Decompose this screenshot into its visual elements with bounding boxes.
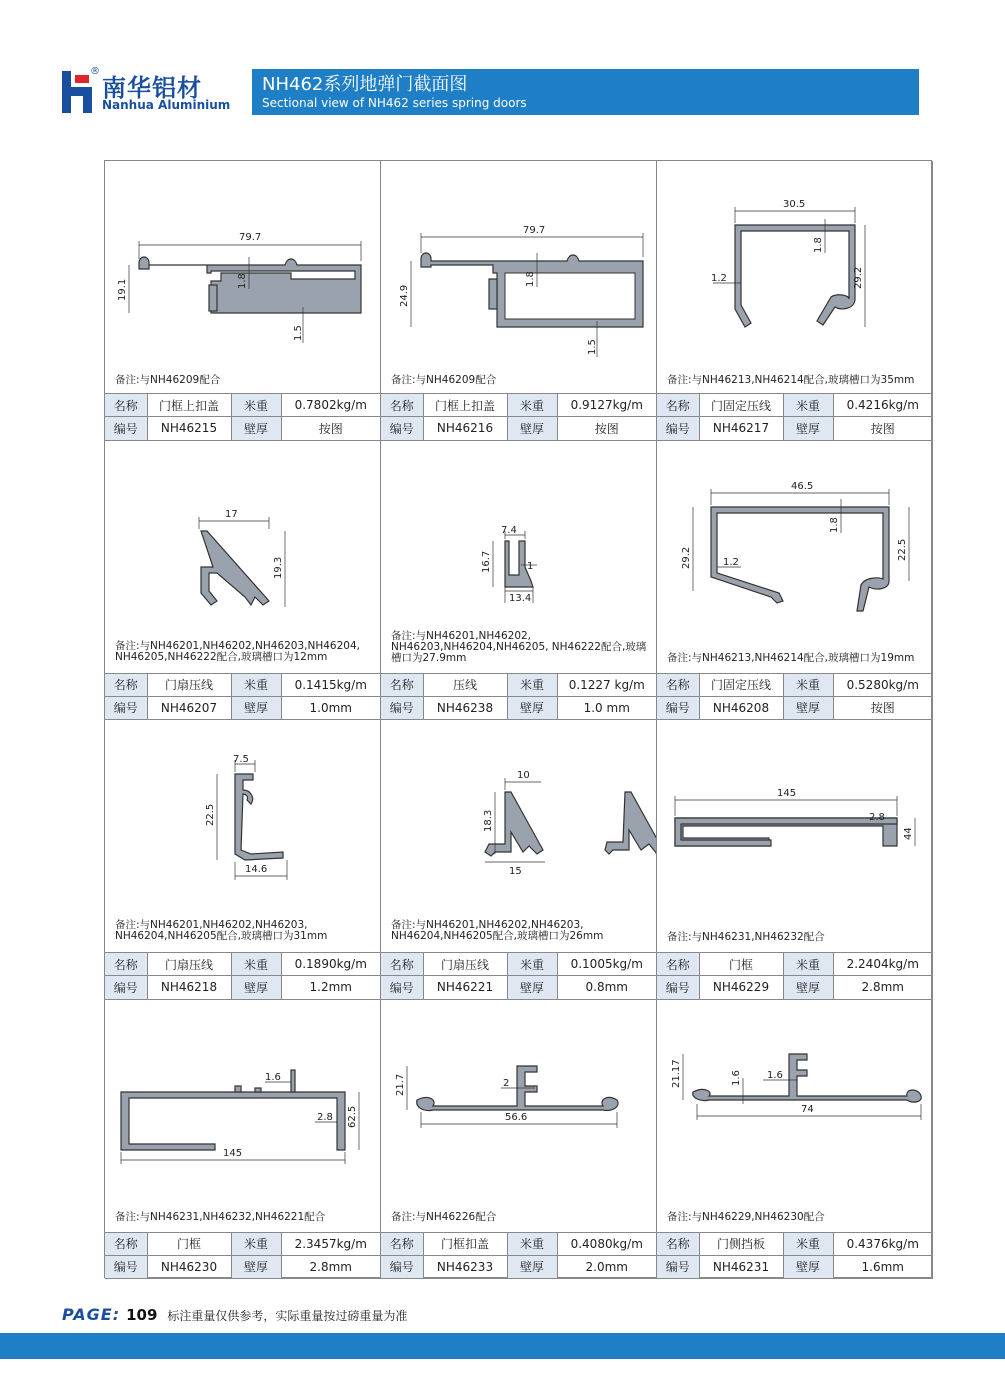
profile-name: 门侧挡板 [699, 1232, 783, 1255]
profile-thickness: 0.8mm [557, 976, 656, 999]
code-label: 编号 [381, 696, 423, 719]
code-label: 编号 [657, 1255, 699, 1278]
profile-cell [381, 720, 657, 1000]
profile-name: 门框上扣盖 [423, 394, 507, 417]
profile-thickness: 按图 [557, 417, 656, 440]
profile-thickness: 2.0mm [557, 1255, 656, 1278]
profile-section-nh46231 [657, 1000, 932, 1232]
dimension-label: 21.7 [395, 1073, 406, 1096]
dimension-label: 1.2 [711, 273, 727, 284]
dimension-label: 2.8 [317, 1111, 333, 1123]
thickness-label: 壁厚 [783, 976, 833, 999]
profile-cell [105, 720, 381, 1000]
dimension-label: 18.3 [483, 809, 494, 832]
profile-note: 备注:与NH46231,NH46232,NH46221配合 [115, 1210, 326, 1223]
weight-label: 米重 [783, 1232, 833, 1255]
spec-table [657, 952, 932, 999]
thickness-label: 壁厚 [507, 417, 557, 440]
dimension-label: 1.5 [293, 325, 304, 341]
dimension-label: 19.1 [117, 278, 128, 301]
dimension-label: 1 [527, 560, 534, 572]
page-subtitle: Sectional view of NH462 series spring doors [262, 96, 527, 110]
weight-label: 米重 [231, 673, 281, 696]
weight-label: 米重 [231, 1232, 281, 1255]
profile-weight: 0.4376kg/m [833, 1232, 932, 1255]
profile-name: 门框上扣盖 [147, 394, 231, 417]
page-number: 109 [126, 1306, 158, 1324]
dimension-label: 1.6 [767, 1069, 783, 1081]
code-label: 编号 [105, 417, 147, 440]
dimension-label: 1.5 [587, 339, 598, 355]
thickness-label: 壁厚 [231, 1255, 281, 1278]
profile-weight: 0.1415kg/m [281, 673, 380, 696]
profile-drawing [381, 720, 656, 952]
weight-label: 米重 [783, 394, 833, 417]
profile-thickness: 2.8mm [833, 976, 932, 999]
name-label: 名称 [381, 394, 423, 417]
weight-label: 米重 [231, 953, 281, 976]
name-label: 名称 [657, 1232, 699, 1255]
profile-cell [105, 441, 381, 721]
profile-drawing [381, 161, 656, 393]
profile-weight: 0.4080kg/m [557, 1232, 656, 1255]
profile-drawing [381, 1000, 656, 1232]
dimension-label: 30.5 [783, 199, 806, 210]
name-label: 名称 [381, 953, 423, 976]
profile-weight: 0.1227 kg/m [557, 673, 656, 696]
code-label: 编号 [381, 1255, 423, 1278]
spec-table [381, 1232, 656, 1279]
dimension-label: 1.6 [265, 1071, 281, 1083]
spec-table [381, 952, 656, 999]
dimension-label: 1.6 [731, 1069, 742, 1086]
profile-code: NH46230 [147, 1255, 231, 1278]
thickness-label: 壁厚 [231, 976, 281, 999]
brand-name-cn: 南华铝材 [102, 74, 202, 102]
footer-note: 标注重量仅供参考，实际重量按过磅重量为准 [167, 1309, 408, 1323]
profile-section-nh46233 [381, 1000, 656, 1232]
profile-weight: 0.9127kg/m [557, 394, 656, 417]
spec-table [657, 673, 932, 720]
dimension-label: 7.5 [233, 754, 249, 765]
profile-cell [657, 720, 933, 1000]
spec-table [105, 1232, 380, 1279]
profile-grid [104, 160, 932, 1278]
profile-code: NH46229 [699, 976, 783, 999]
thickness-label: 壁厚 [231, 696, 281, 719]
profile-name: 门扇压线 [147, 953, 231, 976]
dimension-label: 1.8 [829, 516, 840, 533]
code-label: 编号 [105, 976, 147, 999]
spec-table [105, 952, 380, 999]
dimension-label: 17 [225, 508, 238, 520]
profile-name: 门框 [699, 953, 783, 976]
page-title-bar [252, 69, 919, 115]
profile-name: 门框 [147, 1232, 231, 1255]
dimension-label: 22.5 [897, 538, 908, 561]
spec-table [381, 673, 656, 720]
profile-note: 备注:与NH46213,NH46214配合,玻璃槽口为35mm [667, 374, 915, 386]
dimension-label: 74 [801, 1103, 814, 1115]
name-label: 名称 [657, 394, 699, 417]
profile-cell [657, 161, 933, 441]
profile-weight: 0.4216kg/m [833, 394, 932, 417]
profile-drawing [105, 161, 380, 393]
profile-section-nh46230 [105, 1000, 380, 1232]
profile-note: 备注:与NH46201,NH46202,NH46203, NH46204,NH46205配合,玻璃槽口为26mm [391, 919, 604, 942]
thickness-label: 壁厚 [507, 1255, 557, 1278]
profile-section-nh46216 [381, 161, 656, 393]
name-label: 名称 [105, 1232, 147, 1255]
profile-weight: 2.3457kg/m [281, 1232, 380, 1255]
profile-cell [657, 441, 933, 721]
profile-note: 备注:与NH46229,NH46230配合 [667, 1210, 825, 1223]
thickness-label: 壁厚 [231, 417, 281, 440]
dimension-label: 14.6 [245, 864, 268, 875]
profile-code: NH46215 [147, 417, 231, 440]
profile-cell [105, 1000, 381, 1280]
profile-note: 备注:与NH46201,NH46202,NH46203, NH46204,NH46205配合,玻璃槽口为31mm [115, 919, 328, 942]
profile-note: 备注:与NH46201,NH46202,NH46203,NH46204, NH46205,NH46222配合,玻璃槽口为12mm [115, 639, 360, 663]
dimension-label: 2 [503, 1077, 510, 1089]
profile-cell [657, 1000, 933, 1280]
weight-label: 米重 [507, 394, 557, 417]
profile-cell [381, 161, 657, 441]
profile-thickness: 1.2mm [281, 976, 380, 999]
dimension-label: 21.17 [671, 1058, 682, 1088]
name-label: 名称 [105, 673, 147, 696]
code-label: 编号 [381, 976, 423, 999]
profile-name: 门框扣盖 [423, 1232, 507, 1255]
profile-code: NH46217 [699, 417, 783, 440]
profile-thickness: 1.0 mm [557, 696, 656, 719]
profile-section-nh46229 [657, 720, 932, 952]
profile-section-nh46221 [381, 720, 656, 952]
profile-drawing [105, 1000, 380, 1232]
profile-note: 备注:与NH46209配合 [115, 374, 221, 386]
brand-name-en: Nanhua Aluminium [102, 98, 231, 112]
profile-name: 压线 [423, 673, 507, 696]
thickness-label: 壁厚 [783, 696, 833, 719]
dimension-label: 22.5 [205, 803, 216, 826]
nanhua-logo-icon [62, 71, 98, 113]
profile-code: NH46231 [699, 1255, 783, 1278]
dimension-label: 79.7 [523, 225, 546, 236]
profile-note: 备注:与NH46209配合 [391, 374, 497, 386]
name-label: 名称 [657, 953, 699, 976]
profile-code: NH46216 [423, 417, 507, 440]
profile-code: NH46207 [147, 696, 231, 719]
profile-weight: 0.1005kg/m [557, 953, 656, 976]
profile-drawing [657, 161, 932, 393]
name-label: 名称 [105, 394, 147, 417]
weight-label: 米重 [783, 673, 833, 696]
profile-note: 备注:与NH46201,NH46202, NH46203,NH46204,NH46205, NH46222配合,玻璃槽口为27.9mm [391, 629, 647, 664]
profile-thickness: 1.6mm [833, 1255, 932, 1278]
spec-table [657, 393, 932, 440]
profile-name: 门固定压线 [699, 394, 783, 417]
profile-note: 备注:与NH46213,NH46214配合,玻璃槽口为19mm [667, 651, 915, 664]
dimension-label: 1.8 [237, 273, 248, 289]
code-label: 编号 [105, 1255, 147, 1278]
profile-name: 门固定压线 [699, 673, 783, 696]
weight-label: 米重 [783, 953, 833, 976]
profile-name: 门扇压线 [423, 953, 507, 976]
thickness-label: 壁厚 [507, 696, 557, 719]
profile-thickness: 按图 [833, 696, 932, 719]
dimension-label: 24.9 [399, 284, 410, 307]
dimension-label: 2.8 [869, 812, 885, 823]
page-footer [62, 1305, 407, 1325]
dimension-label: 19.3 [273, 556, 284, 579]
profile-section-nh46217 [657, 161, 932, 393]
profile-weight: 2.2404kg/m [833, 953, 932, 976]
name-label: 名称 [381, 673, 423, 696]
spec-table [657, 1232, 932, 1279]
name-label: 名称 [657, 673, 699, 696]
profile-code: NH46208 [699, 696, 783, 719]
dimension-label: 7.4 [501, 524, 517, 536]
dimension-label: 10 [517, 770, 530, 781]
profile-cell [105, 161, 381, 441]
code-label: 编号 [381, 417, 423, 440]
page-title: NH462系列地弹门截面图 [262, 74, 468, 95]
dimension-label: 145 [223, 1147, 243, 1159]
dimension-label: 1.2 [723, 556, 739, 568]
name-label: 名称 [381, 1232, 423, 1255]
registered-mark: ® [90, 66, 100, 77]
thickness-label: 壁厚 [507, 976, 557, 999]
name-label: 名称 [105, 953, 147, 976]
dimension-label: 16.7 [481, 550, 492, 573]
profile-code: NH46218 [147, 976, 231, 999]
profile-drawing [105, 720, 380, 952]
profile-note: 备注:与NH46226配合 [391, 1210, 497, 1223]
dimension-label: 145 [777, 788, 797, 799]
code-label: 编号 [105, 696, 147, 719]
profile-weight: 0.7802kg/m [281, 394, 380, 417]
profile-note: 备注:与NH46231,NH46232配合 [667, 931, 825, 943]
dimension-label: 79.7 [239, 232, 262, 243]
page-word: PAGE: [62, 1305, 121, 1324]
dimension-label: 44 [903, 827, 914, 840]
profile-drawing [657, 441, 932, 673]
spec-table [381, 393, 656, 440]
footer-bar [0, 1333, 1005, 1359]
profile-thickness: 按图 [833, 417, 932, 440]
profile-code: NH46233 [423, 1255, 507, 1278]
weight-label: 米重 [507, 953, 557, 976]
weight-label: 米重 [507, 1232, 557, 1255]
profile-drawing [105, 441, 380, 673]
profile-cell [381, 441, 657, 721]
dimension-label: 46.5 [791, 480, 814, 492]
spec-table [105, 673, 380, 720]
profile-code: NH46221 [423, 976, 507, 999]
profile-cell [381, 1000, 657, 1280]
dimension-label: 1.8 [813, 237, 824, 253]
profile-code: NH46238 [423, 696, 507, 719]
code-label: 编号 [657, 976, 699, 999]
dimension-label: 13.4 [509, 592, 532, 604]
dimension-label: 62.5 [347, 1105, 358, 1128]
dimension-label: 29.2 [853, 266, 864, 289]
code-label: 编号 [657, 417, 699, 440]
profile-drawing [657, 720, 932, 952]
weight-label: 米重 [507, 673, 557, 696]
dimension-label: 15 [509, 866, 522, 877]
profile-drawing [657, 1000, 932, 1232]
profile-thickness: 按图 [281, 417, 380, 440]
dimension-label: 56.6 [505, 1111, 528, 1123]
dimension-label: 29.2 [681, 546, 692, 569]
profile-thickness: 2.8mm [281, 1255, 380, 1278]
thickness-label: 壁厚 [783, 1255, 833, 1278]
profile-section-nh46215 [105, 161, 380, 393]
profile-thickness: 1.0mm [281, 696, 380, 719]
profile-section-nh46218 [105, 720, 380, 952]
code-label: 编号 [657, 696, 699, 719]
profile-weight: 0.5280kg/m [833, 673, 932, 696]
profile-section-nh46208 [657, 441, 932, 673]
profile-section-nh46207 [105, 441, 380, 673]
thickness-label: 壁厚 [783, 417, 833, 440]
brand-logo [62, 68, 237, 118]
profile-name: 门扇压线 [147, 673, 231, 696]
weight-label: 米重 [231, 394, 281, 417]
spec-table [105, 393, 380, 440]
profile-weight: 0.1890kg/m [281, 953, 380, 976]
dimension-label: 1.8 [525, 271, 536, 287]
